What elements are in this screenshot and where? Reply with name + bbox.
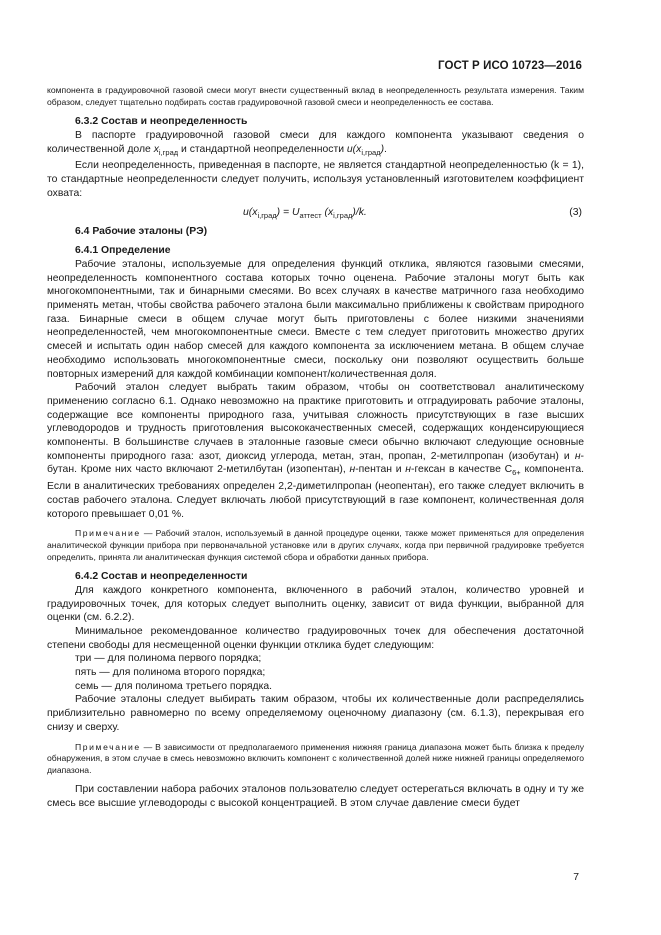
section-6-4-2-title: 6.4.2 Состав и неопределенности	[75, 571, 248, 583]
section-6-4-1-paragraph-2: Рабочий эталон следует выбрать таким образом, чтобы он соответствовал аналитическому применению согласно 6.1. Однако невозможно на практике приготовить и отградуировать рабочие эталоны, содержащие все компоненты природного газа, учитывая сложность присутствующих в газе высших углеводородов и трудность приготовления высококачественных смесей, содержащих конденсирующиеся компоненты. В большинстве случаев в эталонные газовые смеси обычно включают следующие основные компоненты природного газа: азот, диоксид углерода, метан, этан, пропан, 2-метилпропан (изобутан) и н-бутан. Кроме них часто включают 2-метилбутан (изопентан), н-пентан и н-гексан в качестве $C_{6+}$ компонента. Если в аналитических требованиях определен 2,2-диметилпропан (неопентан), его также следует включить в состав рабочего эталона. Следует включать любой присутствующий в газе компонент, количественная доля которого превышает 0,01 %.	[47, 382, 584, 520]
note-2-label: Примечание	[75, 741, 141, 752]
list-item: семь — для полинома третьего порядка.	[75, 680, 273, 692]
list-item: три — для полинома первого порядка;	[75, 653, 262, 665]
formula-expression: $u(x_{i,град}) = U_{аттест}$ $(x_{i,град})/k$.	[243, 207, 367, 221]
note-1-label: Примечание	[75, 528, 141, 539]
symbol-sub-2: i,град	[361, 147, 381, 157]
list-item: пять — для полинома второго порядка;	[75, 667, 266, 679]
section-6-4-2-paragraph-2: Минимальное рекомендованное количество градуировочных точек для обеспечения достаточной степени свободы для несмещенной оценки функции отклика будет следующим:	[47, 625, 584, 651]
formula-3	[47, 203, 584, 223]
note-1: Примечание — Рабочий эталон, используемый в данной процедуре оценки, также может применяться для определения аналитической функции прибора при первоначальной установке или в других случаях, когда при первичной градуировке требуется определить, принята ли аналитическая функция системой сбора и обработки данных прибора.	[47, 528, 584, 562]
section-6-4-1-title: 6.4.1 Определение	[75, 245, 171, 257]
symbol-u: u(x	[346, 143, 362, 155]
section-6-3-2-paragraph-1: В паспорте градуировочной газовой смеси для каждого компонента указывают сведения о количественной доле $x_{i,град}$ и стандартной неопределенности $u(x_{i,град})$.	[47, 129, 584, 157]
intro-paragraph: компонента в градуировочной газовой смеси могут внести существенный вклад в неопределенность результата измерения. Таким образом, следует тщательно подбирать состав градуировочной газовой смеси и неопределенность ее состава.	[47, 85, 584, 107]
formula-number: (3)	[569, 207, 582, 219]
section-6-4-2-paragraph-3: Рабочие эталоны следует выбирать таким образом, чтобы их количественные доли распределялись приблизительно равномерно по всему определяемому оценочному диапазону (см. 6.1.3), перекрывая его снизу и сверху.	[47, 694, 584, 733]
section-6-3-2-title: 6.3.2 Состав и неопределенность	[75, 116, 248, 128]
page-number: 7	[573, 872, 579, 883]
section-6-3-2-paragraph-2: Если неопределенность, приведенная в паспорте, не является стандартной неопределенностью (k = 1), то стандартные неопределенности следует получить, используя установленный изготовителем коэффициент охвата:	[47, 160, 584, 199]
section-6-4-2-paragraph-4: При составлении набора рабочих эталонов пользователю следует остерегаться включать в одну и ту же смесь все высшие углеводороды с высокой концентрацией. В этом случае давление смеси будет	[47, 784, 584, 810]
section-6-4-title: 6.4 Рабочие эталоны (РЭ)	[75, 226, 208, 238]
symbol-sub: i,град	[158, 147, 179, 157]
section-6-4-1-paragraph-1: Рабочие эталоны, используемые для определения функций отклика, являются газовыми смесями, неопределенность компонентного состава которых точно оценена. Рабочие эталоны могут быть как многокомпонентными, так и бинарными смесями. Во всех случаях в качестве матричного газа необходимо применять метан, чтобы свойства рабочего эталона были максимально приближены к свойствам природного газа. Бинарные смеси в общем случае могут быть приготовлены с более низкими значениями неопределенностей, чем многокомпонентные смеси. Вместе с тем следует приготовить множество других смесей и испытать один набор смесей для каждого компонента за исключением метана. В общем случае необходимо использовать многокомпонентные смеси, поскольку они позволяют осуществить больше повторных измерений для каждой комбинации компонент/количественная доля.	[47, 258, 584, 380]
standard-header: ГОСТ Р ИСО 10723—2016	[437, 60, 582, 72]
section-6-4-2-paragraph-1: Для каждого конкретного компонента, включенного в рабочий эталон, количество уровней и градуировочных точек, для которых следует выполнить оценку, зависит от вида функции, выбранной для оценки (см. 6.2.2).	[47, 584, 584, 624]
note-2: Примечание — В зависимости от предполагаемого применения нижняя граница диапазона может быть близка к пределу обнаружения, в этом случае в смесь невозможно включить компонент с количественной долей ниже нижней границы определяемого диапазона.	[47, 741, 584, 775]
symbol-x: x	[153, 143, 159, 155]
page-content	[47, 85, 584, 811]
